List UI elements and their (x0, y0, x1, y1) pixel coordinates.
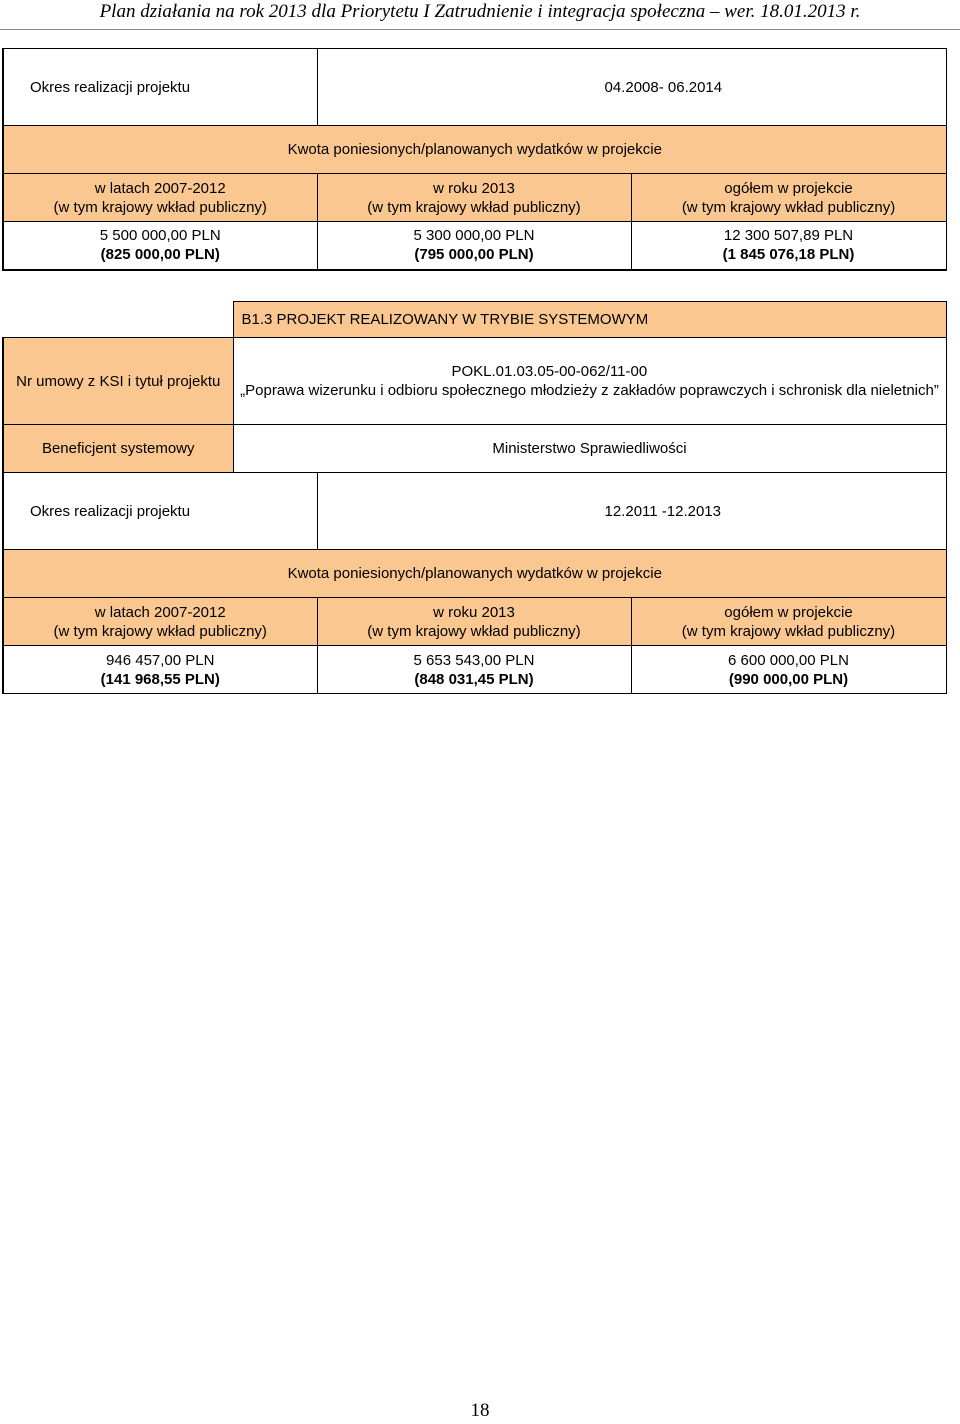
project-b-table (2, 301, 947, 694)
project-b-title-row (3, 302, 946, 338)
project-a-col-0-amount: 5 500 000,00 PLN (99, 227, 221, 245)
project-a-table (2, 48, 947, 271)
project-a-col-2-amount: 12 300 507,89 PLN (723, 227, 854, 245)
project-a-period-value: 04.2008- 06.2014 (317, 49, 946, 126)
running-header: Plan działania na rok 2013 dla Priorytetu I Zatrudnienie i integracja społeczna – wer. 18.01.2013 r. (99, 1, 861, 22)
project-a-col-2-sublabel: (w tym krajowy wkład publiczny) (681, 198, 896, 216)
project-a-col-1-amount-cell (317, 222, 631, 270)
project-b-expenses-heading-row (3, 550, 946, 598)
project-a-expenses-heading: Kwota poniesionych/planowanych wydatków w projekcie (3, 126, 946, 174)
project-b-col-0-sublabel: (w tym krajowy wkład publiczny) (53, 622, 267, 640)
project-b-period-label: Okres realizacji projektu (3, 473, 317, 550)
project-a-expenses-heading-row (3, 126, 946, 174)
project-a-col-0-amount-cell (3, 222, 317, 270)
project-b-col-1-amount-cell (317, 646, 631, 694)
project-b-col-0-amount: 946 457,00 PLN (106, 651, 215, 669)
project-a-col-0-sublabel: (w tym krajowy wkład publiczny) (53, 198, 267, 216)
project-b-col-1-public: (848 031,45 PLN) (414, 670, 534, 688)
project-b-period-value: 12.2011 -12.2013 (317, 473, 946, 550)
project-a-col-0-label-cell (3, 174, 317, 222)
project-b-col-2-amount: 6 600 000,00 PLN (728, 651, 849, 669)
project-b-col-2-label-cell (631, 598, 946, 646)
project-b-amounts-row (3, 646, 946, 694)
project-a-col-1-sublabel: (w tym krajowy wkład publiczny) (367, 198, 581, 216)
project-a-col-2-amount-cell (631, 222, 946, 270)
project-b-contract-number: POKL.01.03.05-00-062/11-00 (451, 363, 648, 380)
header-rule (0, 29, 960, 30)
project-b-title-spacer (3, 302, 233, 338)
project-b-contract-row (3, 338, 946, 425)
project-b-col-0-label: w latach 2007-2012 (94, 603, 226, 621)
project-b-beneficiary-row (3, 425, 946, 473)
project-a-col-2-label-cell (631, 174, 946, 222)
project-b-column-labels-row (3, 598, 946, 646)
project-b-beneficiary-label: Beneficjent systemowy (3, 425, 233, 473)
project-b-col-0-public: (141 968,55 PLN) (100, 670, 220, 688)
project-a-col-1-public: (795 000,00 PLN) (414, 246, 534, 264)
project-b-col-2-public: (990 000,00 PLN) (728, 670, 849, 688)
project-b-col-0-amount-cell (3, 646, 317, 694)
project-a-column-labels-row (3, 174, 946, 222)
project-a-period-label: Okres realizacji projektu (3, 49, 317, 126)
project-b-section-title: B1.3 PROJEKT REALIZOWANY W TRYBIE SYSTEMOWYM (233, 302, 946, 338)
project-a-col-1-label-cell (317, 174, 631, 222)
project-b-contract-title: „Poprawa wizerunku i odbioru społecznego młodzieży z zakładów poprawczych i schronisk dla nieletnich” (240, 382, 939, 399)
project-b-beneficiary-value: Ministerstwo Sprawiedliwości (233, 425, 946, 473)
project-b-contract-cell (233, 338, 946, 425)
project-b-expenses-heading: Kwota poniesionych/planowanych wydatków w projekcie (3, 550, 946, 598)
project-a-col-2-label: ogółem w projekcie (724, 179, 853, 197)
project-b-period-row (3, 473, 946, 550)
project-a-col-2-public: (1 845 076,18 PLN) (722, 246, 855, 264)
project-b-contract-label: Nr umowy z KSI i tytuł projektu (3, 338, 233, 425)
project-a-col-0-public: (825 000,00 PLN) (100, 246, 220, 264)
project-a-col-1-amount: 5 300 000,00 PLN (413, 227, 535, 245)
project-b-col-2-sublabel: (w tym krajowy wkład publiczny) (681, 622, 896, 640)
project-b-col-2-amount-cell (631, 646, 946, 694)
project-a-col-1-label: w roku 2013 (433, 179, 515, 197)
project-a-period-row (3, 49, 946, 126)
project-b-col-2-label: ogółem w projekcie (724, 603, 853, 621)
project-b-col-1-label: w roku 2013 (433, 603, 515, 621)
project-b-col-1-amount: 5 653 543,00 PLN (413, 651, 535, 669)
project-b-col-1-sublabel: (w tym krajowy wkład publiczny) (367, 622, 581, 640)
project-b-col-1-label-cell (317, 598, 631, 646)
project-a-col-0-label: w latach 2007-2012 (94, 179, 226, 197)
project-b-col-0-label-cell (3, 598, 317, 646)
page-number: 18 (470, 1400, 490, 1421)
project-a-amounts-row (3, 222, 946, 270)
